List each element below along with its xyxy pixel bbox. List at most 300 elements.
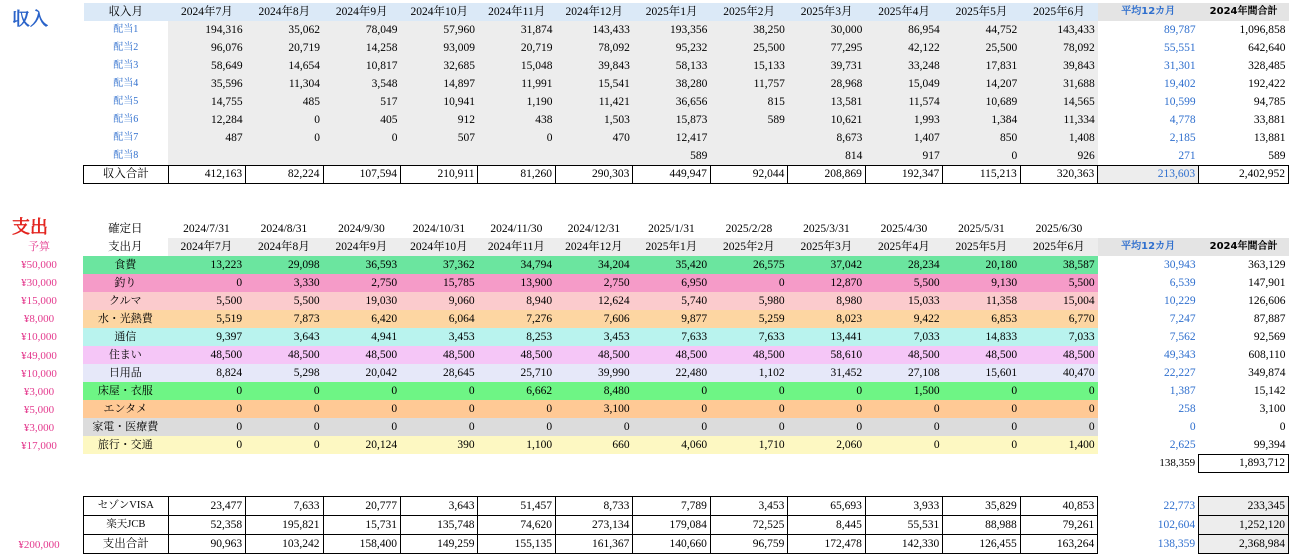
card-cell[interactable]: 23,477 bbox=[168, 497, 245, 516]
income-total-cell[interactable]: 449,947 bbox=[633, 165, 710, 183]
income-cell[interactable]: 95,232 bbox=[633, 39, 710, 57]
expense-cell[interactable]: 7,633 bbox=[633, 328, 711, 346]
expense-cell[interactable]: 36,593 bbox=[323, 256, 401, 274]
income-cell[interactable]: 57,960 bbox=[401, 21, 478, 39]
income-cell[interactable]: 3,548 bbox=[323, 75, 400, 93]
expense-header-month[interactable]: 2024年12月 bbox=[555, 238, 633, 256]
income-cell[interactable]: 0 bbox=[943, 147, 1020, 165]
income-cell[interactable]: 15,048 bbox=[478, 57, 555, 75]
card-avg[interactable]: 22,773 bbox=[1163, 500, 1196, 512]
income-total-cell[interactable]: 92,044 bbox=[710, 165, 787, 183]
blank-cell[interactable] bbox=[633, 454, 711, 472]
blank-cell[interactable] bbox=[710, 454, 788, 472]
expense-cell[interactable]: 5,500 bbox=[245, 292, 323, 310]
income-cell[interactable]: 10,621 bbox=[788, 111, 865, 129]
income-cell[interactable]: 42,122 bbox=[865, 39, 942, 57]
expense-sum-annual[interactable]: 1,893,712 bbox=[1199, 454, 1289, 472]
income-header-annual[interactable]: 2024年間合計 bbox=[1199, 3, 1289, 21]
expense-cell[interactable]: 28,645 bbox=[400, 364, 478, 382]
income-avg-cell[interactable]: 2,185 bbox=[1169, 132, 1196, 144]
expense-cell[interactable]: 5,980 bbox=[710, 292, 788, 310]
income-header-month[interactable]: 2024年12月 bbox=[555, 3, 632, 21]
income-avg-cell[interactable]: 271 bbox=[1178, 149, 1196, 162]
expense-sum-avg[interactable]: 138,359 bbox=[1159, 457, 1196, 469]
expense-total-cell[interactable]: 172,478 bbox=[788, 535, 865, 554]
income-cell[interactable]: 10,689 bbox=[943, 93, 1020, 111]
expense-cell[interactable]: 7,276 bbox=[478, 310, 556, 328]
income-header-month[interactable]: 2024年7月 bbox=[168, 3, 245, 21]
expense-cell[interactable]: 0 bbox=[865, 436, 943, 454]
expense-avg-cell[interactable]: 2,625 bbox=[1169, 439, 1196, 451]
income-header-month[interactable]: 2024年8月 bbox=[246, 3, 323, 21]
income-cell[interactable]: 33,248 bbox=[865, 57, 942, 75]
income-cell[interactable]: 78,092 bbox=[1020, 39, 1097, 57]
income-total-cell[interactable]: 115,213 bbox=[943, 165, 1020, 183]
card-cell[interactable]: 135,748 bbox=[401, 516, 478, 535]
expense-annual-cell[interactable]: 92,569 bbox=[1253, 331, 1286, 343]
income-cell[interactable]: 32,685 bbox=[401, 57, 478, 75]
income-header-label[interactable]: 収入月 bbox=[84, 3, 169, 21]
expense-avg-cell[interactable]: 0 bbox=[1189, 421, 1196, 433]
expense-cell[interactable]: 20,180 bbox=[943, 256, 1021, 274]
expense-header-avg[interactable]: 平均12カ月 bbox=[1098, 238, 1199, 256]
expense-annual-cell[interactable]: 608,110 bbox=[1248, 349, 1286, 361]
income-cell[interactable]: 917 bbox=[865, 147, 942, 165]
income-total-avg[interactable]: 213,603 bbox=[1098, 165, 1199, 183]
expense-cell[interactable]: 8,023 bbox=[788, 310, 866, 328]
income-annual-cell[interactable]: 589 bbox=[1268, 149, 1286, 162]
expense-cell[interactable]: 9,060 bbox=[400, 292, 478, 310]
income-cell[interactable]: 39,843 bbox=[1020, 57, 1097, 75]
expense-cell[interactable]: 48,500 bbox=[323, 346, 401, 364]
expense-category-label[interactable]: 日用品 bbox=[83, 364, 168, 382]
card-cell[interactable]: 52,358 bbox=[168, 516, 245, 535]
income-cell[interactable]: 77,295 bbox=[788, 39, 865, 57]
income-header-month[interactable]: 2025年2月 bbox=[710, 3, 787, 21]
expense-cell[interactable]: 15,033 bbox=[865, 292, 943, 310]
income-cell[interactable]: 0 bbox=[478, 129, 555, 147]
income-cell[interactable]: 815 bbox=[710, 93, 787, 111]
expense-cell[interactable]: 6,770 bbox=[1020, 310, 1098, 328]
expense-cell[interactable]: 0 bbox=[710, 274, 788, 292]
income-cell[interactable]: 143,433 bbox=[555, 21, 632, 39]
expense-cell[interactable]: 28,234 bbox=[865, 256, 943, 274]
expense-cell[interactable]: 19,030 bbox=[323, 292, 401, 310]
expense-header-month[interactable]: 2025年3月 bbox=[788, 238, 866, 256]
income-total-cell[interactable]: 208,869 bbox=[788, 165, 865, 183]
income-cell[interactable]: 30,000 bbox=[788, 21, 865, 39]
blank-cell[interactable] bbox=[83, 454, 168, 472]
income-cell[interactable]: 36,656 bbox=[633, 93, 710, 111]
expense-cell[interactable]: 6,420 bbox=[323, 310, 401, 328]
income-cell[interactable]: 926 bbox=[1020, 147, 1097, 165]
expense-category-label[interactable]: エンタメ bbox=[83, 400, 168, 418]
income-cell[interactable]: 15,873 bbox=[633, 111, 710, 129]
expense-cell[interactable]: 0 bbox=[168, 436, 246, 454]
income-header-month[interactable]: 2025年4月 bbox=[865, 3, 942, 21]
income-annual-cell[interactable]: 1,096,858 bbox=[1239, 24, 1286, 36]
expense-annual-cell[interactable]: 126,606 bbox=[1248, 295, 1286, 307]
income-cell[interactable]: 25,500 bbox=[710, 39, 787, 57]
expense-cell[interactable]: 5,500 bbox=[168, 292, 246, 310]
blank-cell[interactable] bbox=[1020, 454, 1098, 472]
expense-cell[interactable]: 0 bbox=[323, 382, 401, 400]
income-cell[interactable]: 1,503 bbox=[555, 111, 632, 129]
expense-header-month[interactable]: 2024年8月 bbox=[245, 238, 323, 256]
income-row-label[interactable]: 配当2 bbox=[113, 42, 139, 53]
expense-avg-cell[interactable]: 7,247 bbox=[1169, 313, 1196, 325]
card-cell[interactable]: 40,853 bbox=[1020, 497, 1097, 516]
expense-cell[interactable]: 13,900 bbox=[478, 274, 556, 292]
expense-cell[interactable]: 0 bbox=[400, 400, 478, 418]
expense-cell[interactable]: 0 bbox=[323, 400, 401, 418]
expense-cell[interactable]: 26,575 bbox=[710, 256, 788, 274]
income-cell[interactable]: 193,356 bbox=[633, 21, 710, 39]
expense-avg-cell[interactable]: 6,539 bbox=[1169, 277, 1196, 289]
income-cell[interactable]: 86,954 bbox=[865, 21, 942, 39]
expense-category-label[interactable]: 家電・医療費 bbox=[83, 418, 168, 436]
expense-cell[interactable]: 0 bbox=[633, 382, 711, 400]
expense-cell[interactable]: 0 bbox=[245, 382, 323, 400]
income-cell[interactable]: 814 bbox=[788, 147, 865, 165]
income-cell[interactable]: 14,897 bbox=[401, 75, 478, 93]
income-annual-cell[interactable]: 328,485 bbox=[1248, 60, 1286, 72]
expense-cell[interactable]: 6,853 bbox=[943, 310, 1021, 328]
income-cell[interactable]: 12,284 bbox=[168, 111, 245, 129]
income-total-cell[interactable]: 192,347 bbox=[865, 165, 942, 183]
income-cell[interactable]: 35,596 bbox=[168, 75, 245, 93]
blank-cell[interactable] bbox=[865, 454, 943, 472]
expense-total-avg[interactable]: 138,359 bbox=[1157, 538, 1196, 550]
income-row-label[interactable]: 配当7 bbox=[113, 132, 139, 143]
expense-avg-cell[interactable]: 1,387 bbox=[1169, 385, 1196, 397]
confirm-date-cell[interactable]: 2025/1/31 bbox=[648, 223, 695, 235]
expense-cell[interactable]: 660 bbox=[555, 436, 633, 454]
income-annual-cell[interactable]: 33,881 bbox=[1253, 114, 1286, 126]
income-header-month[interactable]: 2024年9月 bbox=[323, 3, 400, 21]
card-cell[interactable]: 51,457 bbox=[478, 497, 555, 516]
expense-annual-cell[interactable]: 349,874 bbox=[1248, 367, 1286, 379]
income-cell[interactable]: 39,731 bbox=[788, 57, 865, 75]
expense-cell[interactable]: 3,100 bbox=[555, 400, 633, 418]
card-cell[interactable]: 35,829 bbox=[943, 497, 1020, 516]
expense-total-annual[interactable]: 2,368,984 bbox=[1199, 535, 1289, 554]
expense-cell[interactable]: 0 bbox=[788, 400, 866, 418]
income-cell[interactable]: 20,719 bbox=[478, 39, 555, 57]
card-cell[interactable]: 79,261 bbox=[1020, 516, 1097, 535]
expense-cell[interactable]: 37,042 bbox=[788, 256, 866, 274]
expense-cell[interactable]: 0 bbox=[1020, 418, 1098, 436]
expense-cell[interactable]: 7,033 bbox=[865, 328, 943, 346]
income-cell[interactable]: 11,991 bbox=[478, 75, 555, 93]
card-cell[interactable]: 195,821 bbox=[246, 516, 323, 535]
expense-cell[interactable]: 8,980 bbox=[788, 292, 866, 310]
income-cell[interactable] bbox=[401, 147, 478, 165]
income-cell[interactable]: 93,009 bbox=[401, 39, 478, 57]
income-cell[interactable]: 850 bbox=[943, 129, 1020, 147]
income-cell[interactable]: 14,755 bbox=[168, 93, 245, 111]
card-cell[interactable]: 3,933 bbox=[865, 497, 942, 516]
expense-cell[interactable]: 13,441 bbox=[788, 328, 866, 346]
expense-annual-cell[interactable]: 0 bbox=[1279, 421, 1286, 433]
income-cell[interactable]: 14,258 bbox=[323, 39, 400, 57]
income-cell[interactable]: 0 bbox=[246, 111, 323, 129]
expense-cell[interactable]: 0 bbox=[788, 382, 866, 400]
income-row-label[interactable]: 配当6 bbox=[113, 114, 139, 125]
income-cell[interactable] bbox=[555, 147, 632, 165]
income-header-month[interactable]: 2025年6月 bbox=[1020, 3, 1097, 21]
expense-total-cell[interactable]: 155,135 bbox=[478, 535, 555, 554]
confirm-date-label[interactable]: 確定日 bbox=[108, 223, 143, 235]
income-cell[interactable]: 14,565 bbox=[1020, 93, 1097, 111]
expense-annual-cell[interactable]: 15,142 bbox=[1253, 385, 1286, 397]
expense-cell[interactable]: 48,500 bbox=[943, 346, 1021, 364]
confirm-date-cell[interactable]: 2025/5/31 bbox=[958, 223, 1005, 235]
expense-header-month[interactable]: 2025年5月 bbox=[943, 238, 1021, 256]
expense-cell[interactable]: 7,873 bbox=[245, 310, 323, 328]
income-header-month[interactable]: 2024年11月 bbox=[478, 3, 555, 21]
expense-cell[interactable]: 13,223 bbox=[168, 256, 246, 274]
expense-cell[interactable]: 390 bbox=[400, 436, 478, 454]
income-cell[interactable]: 0 bbox=[323, 129, 400, 147]
expense-cell[interactable]: 0 bbox=[478, 400, 556, 418]
expense-cell[interactable]: 6,950 bbox=[633, 274, 711, 292]
income-cell[interactable]: 1,384 bbox=[943, 111, 1020, 129]
income-cell[interactable]: 1,407 bbox=[865, 129, 942, 147]
income-cell[interactable]: 58,649 bbox=[168, 57, 245, 75]
income-cell[interactable]: 96,076 bbox=[168, 39, 245, 57]
income-cell[interactable]: 28,968 bbox=[788, 75, 865, 93]
expense-cell[interactable]: 5,500 bbox=[865, 274, 943, 292]
income-cell[interactable]: 14,654 bbox=[246, 57, 323, 75]
expense-cell[interactable]: 9,422 bbox=[865, 310, 943, 328]
expense-cell[interactable]: 48,500 bbox=[400, 346, 478, 364]
expense-cell[interactable]: 34,794 bbox=[478, 256, 556, 274]
income-cell[interactable]: 1,190 bbox=[478, 93, 555, 111]
income-cell[interactable]: 39,843 bbox=[555, 57, 632, 75]
income-total-cell[interactable]: 210,911 bbox=[401, 165, 478, 183]
expense-annual-cell[interactable]: 147,901 bbox=[1248, 277, 1286, 289]
income-cell[interactable]: 17,831 bbox=[943, 57, 1020, 75]
confirm-date-cell[interactable]: 2024/10/31 bbox=[412, 223, 466, 235]
expense-total-cell[interactable]: 163,264 bbox=[1020, 535, 1097, 554]
expense-cell[interactable]: 0 bbox=[710, 400, 788, 418]
expense-cell[interactable]: 11,358 bbox=[943, 292, 1021, 310]
income-row-label[interactable]: 配当5 bbox=[113, 96, 139, 107]
card-label[interactable]: 楽天JCB bbox=[84, 516, 169, 535]
income-total-annual[interactable]: 2,402,952 bbox=[1199, 165, 1289, 183]
income-cell[interactable]: 11,757 bbox=[710, 75, 787, 93]
expense-cell[interactable]: 35,420 bbox=[633, 256, 711, 274]
expense-total-cell[interactable]: 90,963 bbox=[168, 535, 245, 554]
expense-cell[interactable]: 0 bbox=[555, 418, 633, 436]
income-cell[interactable]: 194,316 bbox=[168, 21, 245, 39]
card-cell[interactable]: 55,531 bbox=[865, 516, 942, 535]
card-cell[interactable]: 15,731 bbox=[323, 516, 400, 535]
expense-cell[interactable]: 0 bbox=[943, 418, 1021, 436]
expense-cell[interactable]: 2,750 bbox=[323, 274, 401, 292]
income-cell[interactable]: 1,408 bbox=[1020, 129, 1097, 147]
income-cell[interactable]: 470 bbox=[555, 129, 632, 147]
expense-avg-cell[interactable]: 10,229 bbox=[1163, 295, 1196, 307]
expense-header-month[interactable]: 2025年1月 bbox=[633, 238, 711, 256]
expense-avg-cell[interactable]: 258 bbox=[1178, 403, 1196, 415]
income-avg-cell[interactable]: 4,778 bbox=[1169, 114, 1196, 126]
expense-avg-cell[interactable]: 22,227 bbox=[1163, 367, 1196, 379]
income-total-cell[interactable]: 81,260 bbox=[478, 165, 555, 183]
expense-cell[interactable]: 0 bbox=[245, 400, 323, 418]
expense-header-annual[interactable]: 2024年間合計 bbox=[1199, 238, 1289, 256]
income-header-month[interactable]: 2024年10月 bbox=[401, 3, 478, 21]
expense-cell[interactable]: 0 bbox=[168, 418, 246, 436]
expense-cell[interactable]: 8,824 bbox=[168, 364, 246, 382]
expense-cell[interactable]: 0 bbox=[865, 418, 943, 436]
expense-cell[interactable]: 12,870 bbox=[788, 274, 866, 292]
income-cell[interactable]: 405 bbox=[323, 111, 400, 129]
expense-header-month[interactable]: 2024年11月 bbox=[478, 238, 556, 256]
expense-total-cell[interactable]: 103,242 bbox=[246, 535, 323, 554]
expense-cell[interactable]: 2,060 bbox=[788, 436, 866, 454]
expense-annual-cell[interactable]: 87,887 bbox=[1253, 313, 1286, 325]
expense-cell[interactable]: 5,519 bbox=[168, 310, 246, 328]
income-total-cell[interactable]: 412,163 bbox=[168, 165, 245, 183]
expense-cell[interactable]: 1,400 bbox=[1020, 436, 1098, 454]
income-cell[interactable]: 25,500 bbox=[943, 39, 1020, 57]
card-cell[interactable]: 7,633 bbox=[246, 497, 323, 516]
income-cell[interactable]: 20,719 bbox=[246, 39, 323, 57]
income-header-avg[interactable]: 平均12カ月 bbox=[1098, 3, 1199, 21]
blank-cell[interactable] bbox=[555, 454, 633, 472]
expense-cell[interactable]: 0 bbox=[865, 400, 943, 418]
expense-cell[interactable]: 39,990 bbox=[555, 364, 633, 382]
card-annual[interactable]: 233,345 bbox=[1199, 497, 1289, 516]
expense-cell[interactable]: 0 bbox=[710, 418, 788, 436]
expense-cell[interactable]: 0 bbox=[245, 418, 323, 436]
expense-cell[interactable]: 0 bbox=[943, 400, 1021, 418]
expense-cell[interactable]: 25,710 bbox=[478, 364, 556, 382]
income-total-cell[interactable]: 320,363 bbox=[1020, 165, 1097, 183]
expense-cell[interactable]: 8,940 bbox=[478, 292, 556, 310]
expense-cell[interactable]: 7,033 bbox=[1020, 328, 1098, 346]
expense-header-month[interactable]: 2025年6月 bbox=[1020, 238, 1098, 256]
expense-cell[interactable]: 0 bbox=[168, 274, 246, 292]
income-cell[interactable]: 507 bbox=[401, 129, 478, 147]
income-cell[interactable]: 143,433 bbox=[1020, 21, 1097, 39]
confirm-date-cell[interactable]: 2025/4/30 bbox=[880, 223, 928, 235]
expense-cell[interactable]: 48,500 bbox=[478, 346, 556, 364]
blank-cell[interactable] bbox=[168, 454, 246, 472]
expense-category-label[interactable]: 旅行・交通 bbox=[83, 436, 168, 454]
expense-cell[interactable]: 12,624 bbox=[555, 292, 633, 310]
income-avg-cell[interactable]: 10,599 bbox=[1164, 96, 1196, 108]
income-cell[interactable]: 10,941 bbox=[401, 93, 478, 111]
income-avg-cell[interactable]: 31,301 bbox=[1164, 60, 1196, 72]
expense-category-label[interactable]: 食費 bbox=[83, 256, 168, 274]
expense-category-label[interactable]: クルマ bbox=[83, 292, 168, 310]
expense-cell[interactable]: 0 bbox=[168, 382, 246, 400]
expense-annual-cell[interactable]: 99,394 bbox=[1253, 438, 1286, 451]
confirm-date-cell[interactable]: 2025/6/30 bbox=[1035, 223, 1083, 235]
expense-month-label[interactable]: 支出月 bbox=[108, 241, 143, 253]
income-cell[interactable]: 487 bbox=[168, 129, 245, 147]
expense-total-label[interactable]: 支出合計 bbox=[84, 535, 169, 554]
expense-cell[interactable]: 27,108 bbox=[865, 364, 943, 382]
expense-cell[interactable]: 34,204 bbox=[555, 256, 633, 274]
blank-cell[interactable] bbox=[1199, 220, 1289, 238]
income-cell[interactable]: 35,062 bbox=[246, 21, 323, 39]
card-cell[interactable]: 8,445 bbox=[788, 516, 865, 535]
blank-cell[interactable] bbox=[478, 454, 556, 472]
expense-cell[interactable]: 48,500 bbox=[633, 346, 711, 364]
expense-cell[interactable]: 9,130 bbox=[943, 274, 1021, 292]
income-cell[interactable]: 8,673 bbox=[788, 129, 865, 147]
confirm-date-cell[interactable]: 2024/7/31 bbox=[183, 223, 230, 235]
income-cell[interactable]: 31,688 bbox=[1020, 75, 1097, 93]
expense-cell[interactable]: 3,453 bbox=[400, 328, 478, 346]
income-total-cell[interactable]: 107,594 bbox=[323, 165, 400, 183]
income-cell[interactable]: 11,304 bbox=[246, 75, 323, 93]
expense-cell[interactable]: 4,060 bbox=[633, 436, 711, 454]
expense-cell[interactable]: 0 bbox=[323, 418, 401, 436]
expense-cell[interactable]: 0 bbox=[245, 436, 323, 454]
expense-cell[interactable]: 15,785 bbox=[400, 274, 478, 292]
income-cell[interactable]: 15,133 bbox=[710, 57, 787, 75]
blank-cell[interactable] bbox=[245, 454, 323, 472]
card-cell[interactable]: 3,643 bbox=[401, 497, 478, 516]
income-cell[interactable]: 58,133 bbox=[633, 57, 710, 75]
expense-cell[interactable]: 5,740 bbox=[633, 292, 711, 310]
expense-header-month[interactable]: 2024年7月 bbox=[168, 238, 246, 256]
expense-cell[interactable]: 15,004 bbox=[1020, 292, 1098, 310]
income-cell[interactable]: 589 bbox=[710, 111, 787, 129]
income-annual-cell[interactable]: 192,422 bbox=[1248, 78, 1286, 90]
income-cell[interactable]: 0 bbox=[246, 129, 323, 147]
card-cell[interactable]: 20,777 bbox=[323, 497, 400, 516]
income-cell[interactable]: 11,421 bbox=[555, 93, 632, 111]
expense-cell[interactable]: 1,710 bbox=[710, 436, 788, 454]
expense-category-label[interactable]: 床屋・衣服 bbox=[83, 382, 168, 400]
expense-category-label[interactable]: 釣り bbox=[83, 274, 168, 292]
expense-total-cell[interactable]: 126,455 bbox=[943, 535, 1020, 554]
card-cell[interactable]: 65,693 bbox=[788, 497, 865, 516]
expense-total-cell[interactable]: 140,660 bbox=[633, 535, 710, 554]
expense-header-month[interactable]: 2024年10月 bbox=[400, 238, 478, 256]
expense-cell[interactable]: 4,941 bbox=[323, 328, 401, 346]
income-cell[interactable]: 11,334 bbox=[1020, 111, 1097, 129]
expense-cell[interactable]: 0 bbox=[168, 400, 246, 418]
income-cell[interactable] bbox=[710, 129, 787, 147]
income-cell[interactable] bbox=[323, 147, 400, 165]
expense-cell[interactable]: 0 bbox=[400, 382, 478, 400]
expense-cell[interactable]: 0 bbox=[943, 436, 1021, 454]
income-cell[interactable]: 44,752 bbox=[943, 21, 1020, 39]
expense-cell[interactable]: 0 bbox=[943, 382, 1021, 400]
income-cell[interactable] bbox=[710, 147, 787, 165]
expense-header-month[interactable]: 2024年9月 bbox=[323, 238, 401, 256]
expense-cell[interactable]: 6,662 bbox=[478, 382, 556, 400]
income-cell[interactable]: 13,581 bbox=[788, 93, 865, 111]
expense-category-label[interactable]: 通信 bbox=[83, 328, 168, 346]
expense-cell[interactable]: 3,453 bbox=[555, 328, 633, 346]
blank-cell[interactable] bbox=[400, 454, 478, 472]
expense-cell[interactable]: 40,470 bbox=[1020, 364, 1098, 382]
card-label[interactable]: セゾンVISA bbox=[84, 497, 169, 516]
income-total-label[interactable]: 収入合計 bbox=[84, 165, 169, 183]
income-header-month[interactable]: 2025年3月 bbox=[788, 3, 865, 21]
expense-total-cell[interactable]: 96,759 bbox=[710, 535, 787, 554]
expense-cell[interactable]: 5,298 bbox=[245, 364, 323, 382]
confirm-date-cell[interactable]: 2024/12/31 bbox=[567, 223, 621, 235]
